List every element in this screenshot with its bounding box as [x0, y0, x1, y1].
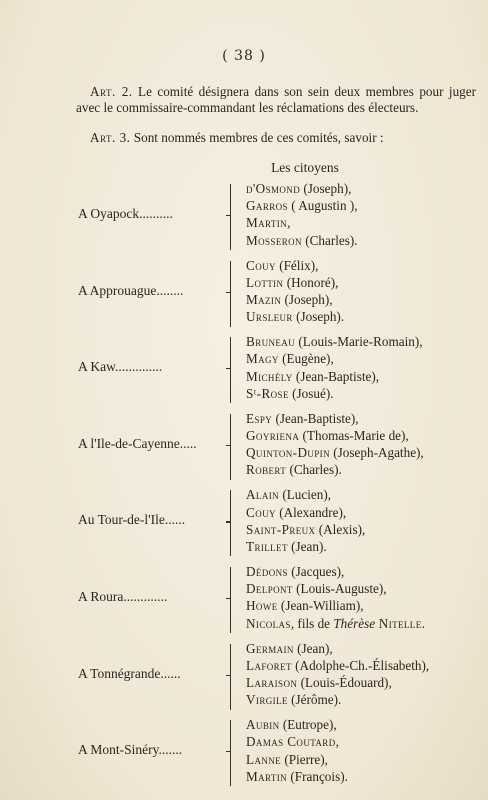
- citizen-entry: [246, 410, 486, 427]
- article-3-body: Sont nommés membres de ces comités, savoir :: [133, 130, 384, 145]
- citizen-entry: [246, 427, 486, 444]
- citizen-entry: [246, 274, 486, 291]
- citizens-heading: Les citoyens: [271, 160, 339, 175]
- citizen-surname: Robert: [246, 462, 287, 478]
- citizen-surname: Lanne: [246, 751, 282, 767]
- citizen-entry: [246, 580, 486, 597]
- citizen-entry: [246, 768, 486, 785]
- citizen-surname: Quinton-Dupin: [246, 445, 330, 461]
- citizen-entry: [246, 674, 486, 691]
- citizen-entry: [246, 444, 486, 461]
- citizen-surname: Laforet: [246, 657, 292, 673]
- article-2-paragraph: [76, 84, 476, 116]
- citizen-entry: [246, 504, 486, 521]
- brace: [230, 184, 237, 250]
- citizen-surname: Martin: [246, 215, 288, 231]
- citizen-entry: [246, 716, 486, 733]
- citizen-given-name: (Charles).: [286, 462, 342, 478]
- citizen-entry: [246, 257, 486, 274]
- citizen-surname-2: Nitelle.: [375, 615, 426, 631]
- committee-group: [0, 716, 488, 796]
- citizen-entry: [246, 197, 486, 214]
- citizen-entry: [246, 291, 486, 308]
- citizen-given-name: (Jean-Baptiste),: [272, 410, 359, 426]
- citizen-surname: Delpont: [246, 581, 293, 597]
- citizen-given-name: (Louis-Marie-Romain),: [295, 334, 423, 350]
- citizen-surname: Martin: [246, 768, 288, 784]
- citizen-surname: Howe: [246, 598, 278, 614]
- committee-group: [0, 410, 488, 490]
- citizen-entry: [246, 751, 486, 768]
- citizen-names: [246, 180, 486, 249]
- citizen-given-name: (Josué).: [288, 385, 334, 401]
- citizen-given-name: ( Augustin ),: [287, 198, 358, 214]
- citizen-given-name: (Eugène),: [278, 351, 334, 367]
- place-name: A Oyapock..........: [78, 206, 173, 221]
- place-name: A l'Ile-de-Cayenne.....: [78, 435, 197, 451]
- citizen-names: [246, 257, 486, 326]
- brace: [230, 261, 237, 327]
- citizen-surname: Trillet: [246, 539, 288, 554]
- citizen-given-name: (Jean),: [293, 640, 333, 656]
- citizen-given-name: (Lucien),: [279, 487, 332, 503]
- citizen-surname: Laraison: [246, 675, 298, 690]
- citizen-given-name: (Jean-William),: [277, 598, 364, 614]
- citizen-entry: [246, 597, 486, 614]
- citizen-entry: [246, 640, 486, 657]
- citizen-names: [246, 640, 486, 709]
- citizen-given-name: (Thomas-Marie de),: [299, 428, 409, 443]
- place-name: A Tonnégrande......: [78, 665, 181, 681]
- brace: [230, 490, 237, 556]
- citizen-given-name: ,: [335, 734, 339, 750]
- citizen-surname: Alain: [246, 487, 280, 503]
- citizen-surname: Michély: [246, 368, 293, 384]
- citizen-entry: [246, 350, 486, 367]
- citizen-names: [246, 333, 486, 402]
- citizen-entry: [246, 733, 486, 750]
- article-3-text: [76, 130, 476, 146]
- citizen-entry: [246, 691, 486, 708]
- citizen-surname: Mazin: [246, 292, 282, 307]
- citizen-entry: [246, 521, 486, 538]
- brace: [230, 644, 237, 710]
- committee-group: [0, 563, 488, 643]
- citizen-entry: [246, 214, 486, 231]
- citizen-entry: [246, 615, 486, 632]
- citizen-entry: [246, 385, 486, 402]
- citizen-surname: d'Osmond: [246, 181, 301, 196]
- citizen-surname: Damas Coutard: [246, 734, 336, 750]
- citizen-entry: [246, 657, 486, 674]
- citizen-given-name: (Louis-Auguste),: [292, 581, 387, 597]
- committee-group: [0, 257, 488, 337]
- citizen-entry: [246, 180, 486, 197]
- citizen-given-name: (Charles).: [301, 232, 358, 248]
- brace: [230, 337, 237, 403]
- place-name: A Roura.............: [78, 589, 168, 604]
- citizen-entry: [246, 538, 486, 555]
- citizen-given-name: (Alexandre),: [275, 504, 347, 520]
- brace: [230, 720, 237, 786]
- citizen-given-name: (Joseph),: [300, 181, 352, 196]
- place-name: A Kaw..............: [78, 359, 163, 375]
- citizen-given-name: (François).: [287, 768, 348, 784]
- citizen-given-name: , fils de: [290, 615, 334, 631]
- article-3-label: Art. 3.: [90, 130, 131, 145]
- citizen-given-name: (Jacques),: [287, 564, 345, 579]
- citizen-entry: [246, 333, 486, 350]
- place-name: A Approuague........: [78, 282, 184, 298]
- page-number: ( 38 ): [222, 48, 266, 64]
- citizen-given-name: (Jean-Baptiste),: [292, 368, 380, 384]
- citizen-surname: Espy: [246, 410, 273, 426]
- citizen-italic-name: Thérèse: [333, 615, 376, 631]
- citizen-entry: [246, 486, 486, 503]
- citizen-given-name: (Joseph).: [292, 309, 345, 325]
- citizen-entry: [246, 461, 486, 478]
- citizen-given-name: (Jean).: [287, 539, 327, 554]
- citizen-surname: Virgile: [246, 692, 288, 708]
- citizen-given-name: (Joseph),: [281, 292, 333, 307]
- citizen-given-name: (Adolphe-Ch.-Élisabeth),: [291, 657, 430, 673]
- citizen-surname: Sᵗ-Rose: [246, 385, 289, 401]
- citizen-given-name: (Eutrope),: [279, 717, 337, 733]
- article-2-body: Le comité désignera dans son sein deux membres pour juger avec le commissaire-commandant les réclamations des électeurs.: [76, 84, 477, 115]
- citizen-surname: Ursleur: [246, 309, 293, 325]
- citizen-surname: Saint-Preux: [246, 521, 316, 537]
- citizen-given-name: (Joseph-Agathe),: [329, 445, 424, 461]
- committee-group: [0, 180, 488, 260]
- brace: [230, 414, 237, 480]
- brace: [230, 567, 237, 633]
- citizen-entry: [246, 308, 486, 325]
- citizen-names: [246, 563, 486, 632]
- citizen-entry: [246, 232, 486, 249]
- place-name: A Mont-Sinéry.......: [78, 742, 183, 758]
- citizen-surname: Lottin: [246, 274, 284, 290]
- article-2-text: [76, 84, 476, 116]
- citizen-names: [246, 716, 486, 785]
- citizen-surname: Goyriena: [246, 428, 300, 443]
- committee-group: [0, 486, 488, 566]
- citizen-surname: Mosseron: [246, 232, 302, 248]
- citizen-given-name: (Pierre),: [281, 751, 328, 767]
- citizen-surname: Nicolas: [246, 615, 291, 631]
- citizen-surname: Magy: [246, 351, 279, 367]
- citizen-names: [246, 410, 486, 479]
- citizen-surname: Dédons: [246, 564, 288, 579]
- committee-group: [0, 640, 488, 720]
- place-name: Au Tour-de-l'Ile......: [78, 512, 186, 528]
- citizen-surname: Bruneau: [246, 334, 296, 350]
- citizen-given-name: ,: [287, 215, 291, 231]
- citizen-given-name: (Louis-Édouard),: [297, 675, 392, 690]
- citizen-given-name: (Alexis),: [315, 521, 366, 537]
- citizen-surname: Aubin: [246, 717, 280, 733]
- citizen-given-name: (Jérôme).: [287, 692, 342, 708]
- citizen-given-name: (Félix),: [275, 257, 319, 273]
- citizen-entry: [246, 563, 486, 580]
- article-3-paragraph: [76, 130, 476, 146]
- citizen-surname: Couy: [246, 504, 276, 520]
- citizen-given-name: (Honoré),: [283, 274, 339, 290]
- article-2-label: Art. 2.: [90, 84, 133, 99]
- committee-group: [0, 333, 488, 413]
- citizen-surname: Garros: [246, 198, 288, 214]
- citizen-entry: [246, 368, 486, 385]
- citizen-surname: Couy: [246, 257, 276, 273]
- citizen-surname: Germain: [246, 640, 294, 656]
- citizen-names: [246, 486, 486, 555]
